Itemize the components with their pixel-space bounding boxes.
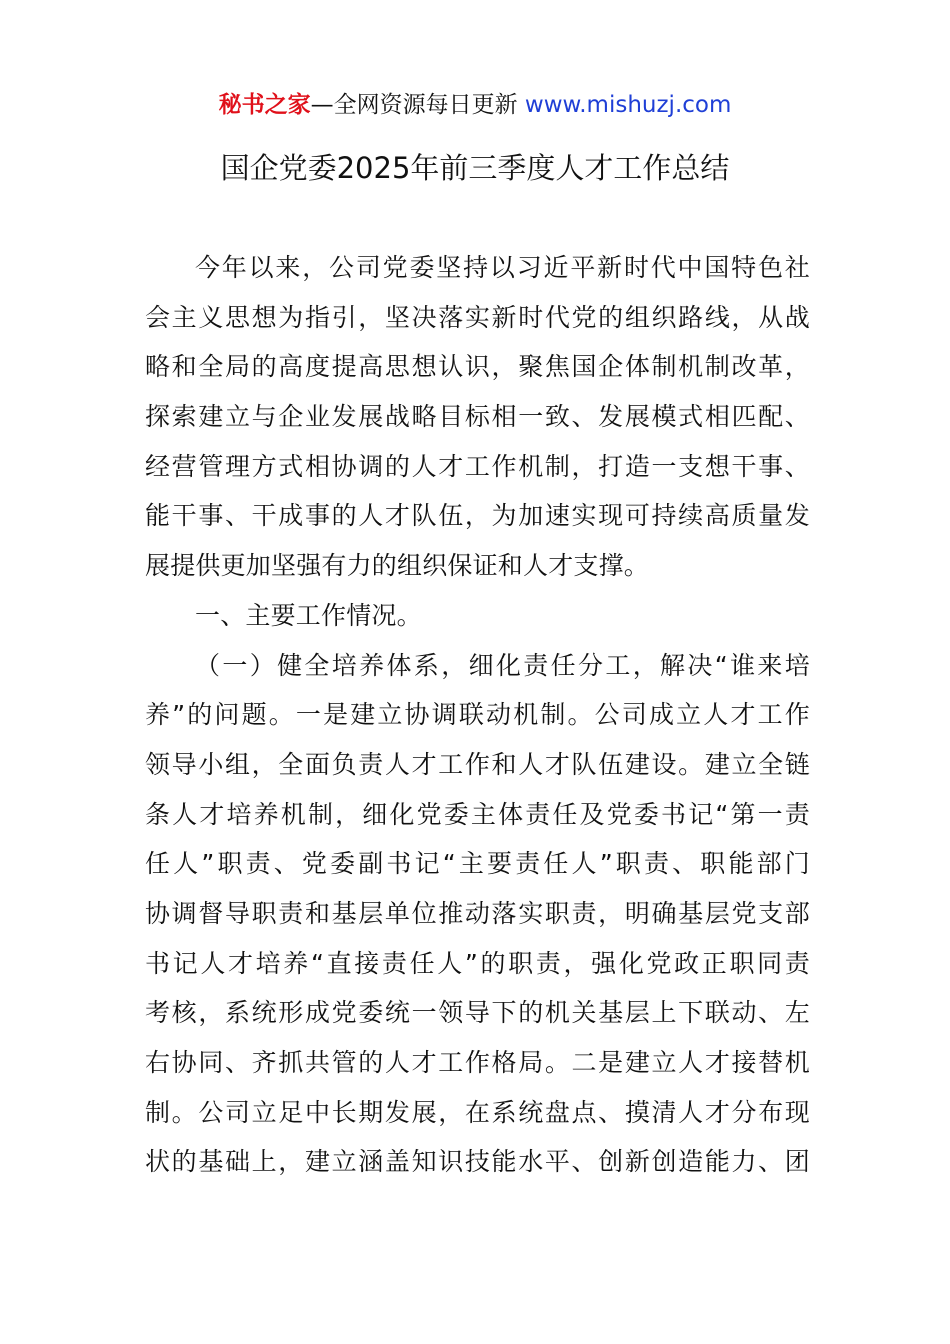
site-slogan: —全网资源每日更新 [310, 92, 518, 118]
text-line: 领导小组，全面负责人才工作和人才队伍建设。建立全链 [145, 749, 810, 779]
text-line: 条人才培养机制，细化党委主体责任及党委书记“第一责 [145, 799, 810, 829]
text-line: 状的基础上，建立涵盖知识技能水平、创新创造能力、团 [145, 1147, 810, 1177]
site-header [0, 88, 950, 122]
document-body [145, 246, 810, 1190]
text-line: 一、主要工作情况。 [195, 600, 422, 630]
text-line: 协调督导职责和基层单位推动落实职责，明确基层党支部 [145, 898, 810, 928]
text-line: 经营管理方式相协调的人才工作机制，打造一支想干事、 [145, 451, 810, 481]
text-line: 右协同、齐抓共管的人才工作格局。二是建立人才接替机 [145, 1048, 810, 1077]
text-line: 会主义思想为指引，坚决落实新时代党的组织路线，从战 [145, 302, 810, 332]
text-line: 展提供更加坚强有力的组织保证和人才支撑。 [145, 551, 650, 581]
text-line: 探索建立与企业发展战略目标相一致、发展模式相匹配、 [145, 402, 810, 432]
text-line: 考核，系统形成党委统一领导下的机关基层上下联动、左 [145, 998, 810, 1028]
site-url[interactable]: www.mishuzj.com [524, 92, 732, 118]
text-line: （一）健全培养体系，细化责任分工，解决“谁来培 [195, 650, 810, 680]
site-brand: 秘书之家 [218, 92, 311, 118]
text-line: 能干事、干成事的人才队伍，为加速实现可持续高质量发 [145, 501, 810, 531]
text-line: 制。公司立足中长期发展，在系统盘点、摸清人才分布现 [145, 1097, 810, 1127]
text-line: 略和全局的高度提高思想认识，聚焦国企体制机制改革， [145, 352, 810, 382]
document-title: 国企党委2025年前三季度人才工作总结 [220, 151, 730, 185]
text-line: 今年以来，公司党委坚持以习近平新时代中国特色社 [195, 253, 810, 282]
text-line: 养”的问题。一是建立协调联动机制。公司成立人才工作 [145, 700, 810, 730]
text-line: 任人”职责、党委副书记“主要责任人”职责、职能部门 [145, 849, 810, 879]
text-line: 书记人才培养“直接责任人”的职责，强化党政正职同责 [145, 948, 810, 978]
